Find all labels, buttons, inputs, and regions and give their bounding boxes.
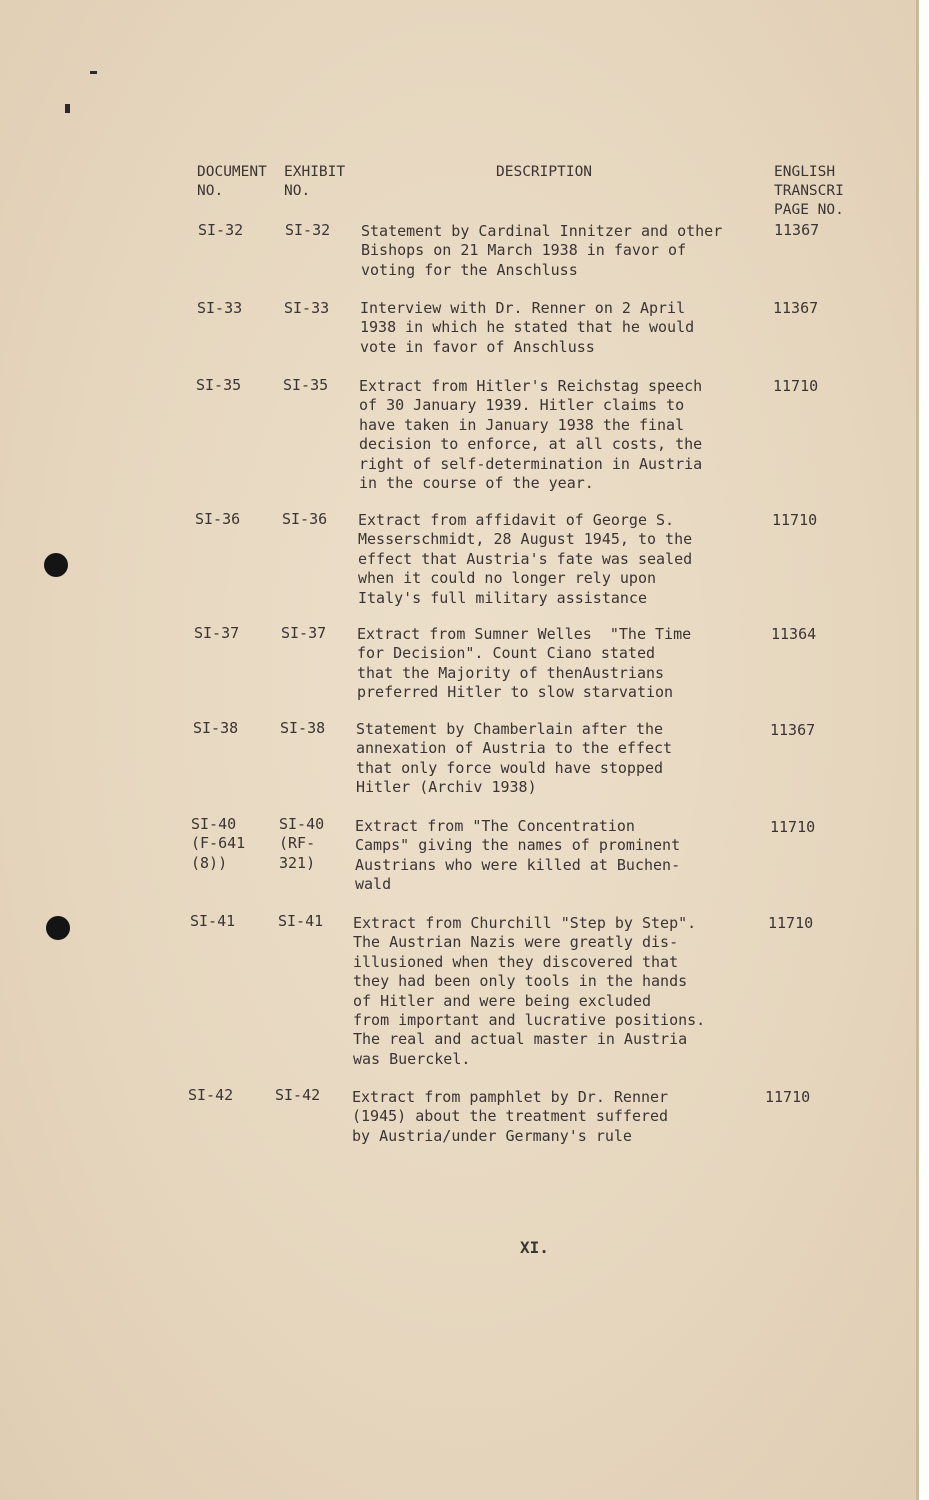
- transcript-page-cell: 11367: [774, 221, 820, 239]
- doc-no-cell: SI-38: [193, 719, 239, 737]
- exhibit-no-cell: SI-42: [275, 1086, 321, 1104]
- transcript-page-cell: 11710: [770, 818, 816, 836]
- transcript-page-cell: 11710: [773, 377, 819, 395]
- exhibit-no-cell: SI-36: [282, 510, 328, 528]
- doc-no-cell: SI-37: [194, 624, 240, 642]
- description-cell: Interview with Dr. Renner on 2 April 1938 in which he stated that he would vote in favor of Anschluss: [360, 299, 695, 356]
- transcript-page-cell: 11367: [773, 299, 819, 317]
- transcript-page-cell: 11364: [771, 625, 817, 643]
- header-exhibit-no: EXHIBIT NO.: [284, 164, 346, 199]
- punch-hole-bottom: [46, 916, 70, 940]
- description-cell: Extract from Hitler's Reichstag speech of 30 January 1939. Hitler claims to have taken in January 1938 the final decision to enforce, at all costs, the right of self-determination in Austria in the course of the year.: [359, 377, 703, 493]
- description-cell: Extract from pamphlet by Dr. Renner (1945) about the treatment suffered by Austria/under Germany's rule: [352, 1088, 669, 1145]
- page-edge: [919, 0, 929, 1500]
- transcript-page-cell: 11710: [765, 1088, 811, 1106]
- transcript-page-cell: 11710: [772, 511, 818, 529]
- doc-no-cell: SI-41: [190, 912, 236, 930]
- page-number: XI.: [520, 1238, 549, 1257]
- transcript-page-cell: 11367: [770, 721, 816, 739]
- description-cell: Extract from affidavit of George S. Messerschmidt, 28 August 1945, to the effect that Austria's fate was sealed when it could no longer rely upon Italy's full military assistance: [358, 511, 693, 607]
- description-cell: Statement by Cardinal Innitzer and other Bishops on 21 March 1938 in favor of voting for the Anschluss: [361, 222, 723, 279]
- ink-speck: [65, 104, 70, 113]
- doc-no-cell: SI-32: [198, 221, 244, 239]
- description-cell: Statement by Chamberlain after the annexation of Austria to the effect that only force would have stopped Hitler (Archiv 1938): [356, 720, 673, 797]
- exhibit-no-cell: SI-38: [280, 719, 326, 737]
- punch-hole-top: [44, 553, 68, 577]
- header-document-no: DOCUMENT NO.: [197, 164, 267, 199]
- exhibit-no-cell: SI-35: [283, 376, 329, 394]
- header-description: DESCRIPTION: [496, 164, 593, 180]
- description-cell: Extract from Sumner Welles "The Time for Decision". Count Ciano stated that the Majority of thenAustrians preferred Hitler to slow starvation: [357, 625, 692, 702]
- ink-speck: [90, 71, 97, 74]
- exhibit-no-cell: SI-41: [278, 912, 324, 930]
- transcript-page-cell: 11710: [768, 914, 814, 932]
- exhibit-no-cell: SI-37: [281, 624, 327, 642]
- exhibit-no-cell: SI-32: [285, 221, 331, 239]
- doc-no-cell: SI-36: [195, 510, 241, 528]
- description-cell: Extract from Churchill "Step by Step". The Austrian Nazis were greatly dis- illusioned when they discovered that they had been only tools in the hands of Hitler and were being excluded from important and lucrative positions. The real and actual master in Austria was Buerckel.: [353, 914, 706, 1068]
- doc-no-cell: SI-40 (F-641 (8)): [191, 815, 246, 872]
- description-cell: Extract from "The Concentration Camps" giving the names of prominent Austrians who were killed at Buchen- wald: [355, 817, 681, 894]
- doc-no-cell: SI-33: [197, 299, 243, 317]
- exhibit-no-cell: SI-40 (RF- 321): [279, 815, 325, 872]
- exhibit-no-cell: SI-33: [284, 299, 330, 317]
- header-english-transcript: ENGLISH TRANSCRI PAGE NO.: [774, 164, 844, 218]
- doc-no-cell: SI-35: [196, 376, 242, 394]
- doc-no-cell: SI-42: [188, 1086, 234, 1104]
